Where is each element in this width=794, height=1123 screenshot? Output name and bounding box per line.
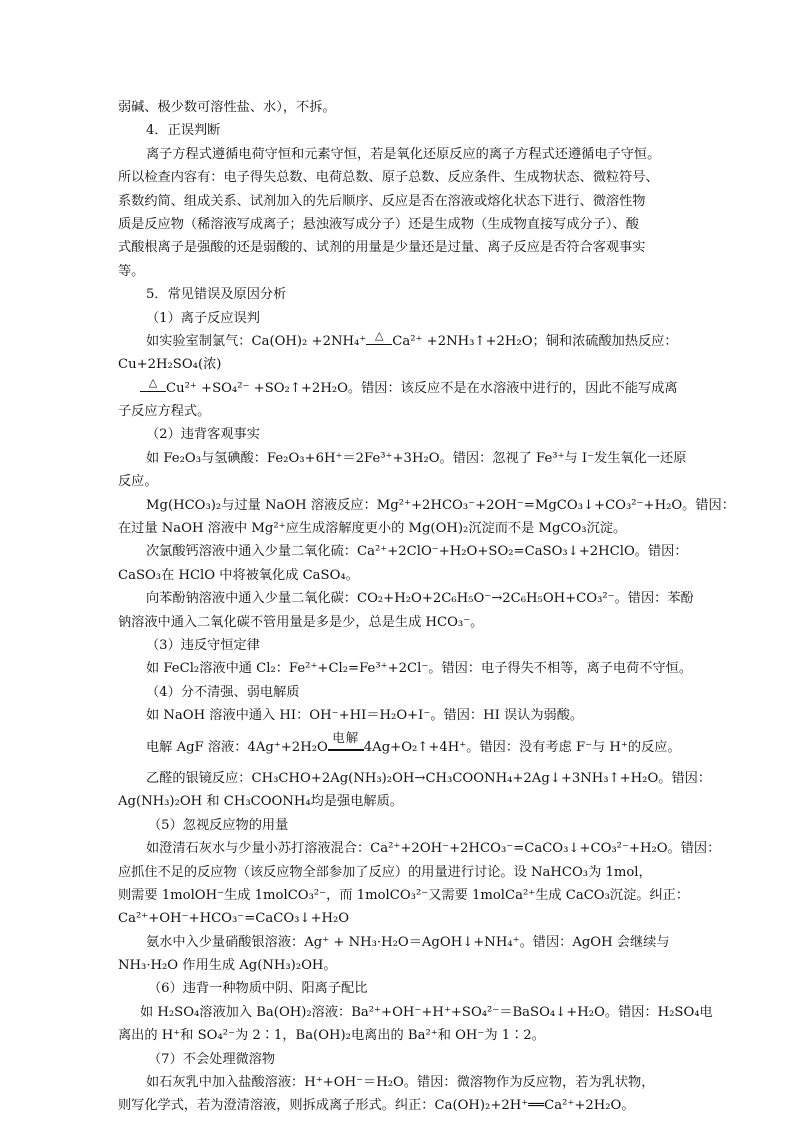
text-line: 如 FeCl₂溶液中通 Cl₂：Fe²⁺+Cl₂=Fe³⁺+2Cl⁻。错因：电子得失不相等，离子电荷不守恒。 bbox=[146, 661, 693, 677]
heat-symbol: △ bbox=[366, 334, 392, 345]
text-line: 等。 bbox=[118, 263, 145, 279]
text-segment: 4Ag+O₂↑+4H⁺。错因：没有考虑 F⁻与 H⁺的反应。 bbox=[363, 739, 681, 755]
text-segment: Ca²⁺ +2NH₃↑+2H₂O；铜和浓硫酸加热反应： bbox=[392, 333, 678, 349]
text-line: 应抓住不足的反应物（该反应物全部参加了反应）的用量进行讨论。设 NaHCO₃为 1mol， bbox=[118, 864, 652, 880]
text-line: 质是反应物（稀溶液写成离子；悬浊液写成分子）还是生成物（生成物直接写成分子）、酸 bbox=[118, 216, 639, 232]
text-line: 在过量 NaOH 溶液中 Mg²⁺应生成溶解度更小的 Mg(OH)₂沉淀而不是 MgCO₃沉淀。 bbox=[118, 521, 627, 537]
text-line: 如石灰乳中加入盐酸溶液：H⁺+OH⁻＝H₂O。错因：微溶物作为反应物，若为乳状物， bbox=[146, 1075, 655, 1091]
equation-line bbox=[118, 330, 686, 353]
subsection-heading: （4）分不清强、弱电解质 bbox=[146, 684, 300, 700]
text-line: 如 Fe₂O₃与氢碘酸：Fe₂O₃+6H⁺＝2Fe³⁺+3H₂O。错因：忽视了 Fe³⁺与 I⁻发生氧化一还原 bbox=[146, 450, 687, 466]
equation-line bbox=[118, 729, 686, 759]
text-line: NH₃·H₂O 作用生成 Ag(NH₃)₂OH。 bbox=[118, 958, 337, 974]
subsection-heading: （3）违反守恒定律 bbox=[146, 637, 260, 653]
subsection-heading: （2）违背客观事实 bbox=[146, 427, 260, 443]
text-line: 弱碱、极少数可溶性盐、水），不拆。 bbox=[118, 100, 336, 115]
text-line: 离出的 H⁺和 SO₄²⁻为 2∶1，Ba(OH)₂电离出的 Ba²⁺和 OH⁻为 1∶2。 bbox=[118, 1028, 545, 1044]
text-line: 如澄清石灰水与少量小苏打溶液混合：Ca²⁺+2OH⁻+2HCO₃⁻=CaCO₃↓+CO₃²⁻+H₂O。错因： bbox=[146, 841, 721, 857]
text-segment: 电解 AgF 溶液：4Ag⁺+2H₂O bbox=[146, 739, 328, 755]
subsection-heading: （5）忽视反应物的用量 bbox=[148, 817, 289, 833]
text-segment: Cu²⁺ +SO₄²⁻ +SO₂↑+2H₂O。错因：该反应不是在水溶液中进行的，因此不能写成离 bbox=[166, 380, 678, 396]
text-line: 次氯酸钙溶液中通入少量二氧化硫：Ca²⁺+2ClO⁻+H₂O+SO₂=CaSO₃↓+2HClO。错因： bbox=[146, 544, 688, 560]
text-line: 如 NaOH 溶液中通入 HI：OH⁻+HI＝H₂O+I⁻。错因：HI 误认为弱酸。 bbox=[146, 708, 584, 724]
text-line: 钠溶液中通入二氧化碳不管用量是多是少，总是生成 HCO₃⁻。 bbox=[118, 614, 484, 630]
document-page bbox=[118, 96, 735, 1118]
text-line: 反应。 bbox=[118, 474, 158, 490]
text-line: 所以检查内容有：电子得失总数、电荷总数、原子总数、反应条件、生成物状态、微粒符号、 bbox=[118, 170, 659, 186]
text-line: 离子方程式遵循电荷守恒和元素守恒，若是氧化还原反应的离子方程式还遵循电子守恒。 bbox=[146, 146, 661, 162]
text-segment: 如实验室制氯气：Ca(OH)₂ +2NH₄⁺ bbox=[146, 333, 367, 349]
text-line: 向苯酚钠溶液中通入少量二氧化碳：CO₂+H₂O+2C₆H₅O⁻→2C₆H₅OH+CO₃²⁻。错因：苯酚 bbox=[146, 591, 694, 607]
heat-symbol: △ bbox=[140, 381, 166, 392]
text-line: 则需要 1molOH⁻生成 1molCO₃²⁻，而 1molCO₃²⁻又需要 1molCa²⁺生成 CaCO₃沉淀。纠正： bbox=[118, 887, 690, 903]
text-line: CaSO₃在 HClO 中将被氧化成 CaSO₄。 bbox=[118, 567, 359, 583]
text-line: Cu+2H₂SO₄(浓) bbox=[118, 357, 222, 373]
text-line: Ag(NH₃)₂OH 和 CH₃COONH₄均是强电解质。 bbox=[118, 794, 403, 810]
text-line: 如 H₂SO₄溶液加入 Ba(OH)₂溶液：Ba²⁺+OH⁻+H⁺+SO₄²⁻＝BaSO₄↓+H₂O。错因：H₂SO₄电 bbox=[140, 1004, 713, 1020]
text-line: 则写化学式，若为澄清溶液，则拆成离子形式。纠正：Ca(OH)₂+2H⁺══Ca²⁺+2H₂O。 bbox=[118, 1098, 635, 1114]
subsection-heading: （6）违背一种物质中阴、阳离子配比 bbox=[148, 981, 368, 997]
text-line: 系数约简、组成关系、试剂加入的先后顺序、反应是否在溶液或熔化状态下进行、微溶性物 bbox=[118, 193, 646, 209]
text-line: 式酸根离子是强酸的还是弱酸的、试剂的用量是少量还是过量、离子反应是否符合客观事实 bbox=[118, 240, 646, 256]
section-heading: 4．正误判断 bbox=[146, 123, 221, 139]
subsection-heading: （7）不会处理微溶物 bbox=[148, 1051, 276, 1067]
subsection-heading: （1）离子反应误判 bbox=[146, 310, 260, 326]
text-line: 氨水中入少量硝酸银溶液：Ag⁺ + NH₃·H₂O＝AgOH↓+NH₄⁺。错因：AgOH 会继续与 bbox=[146, 934, 670, 950]
text-line: Mg(HCO₃)₂与过量 NaOH 溶液反应：Mg²⁺+2HCO₃⁻+2OH⁻=MgCO₃↓+CO₃²⁻+H₂O。错因： bbox=[146, 497, 735, 513]
equation-line bbox=[118, 377, 686, 400]
text-line: 乙醛的银镜反应：CH₃CHO+2Ag(NH₃)₂OH→CH₃COONH₄+2Ag↓+3NH₃↑+H₂O。错因： bbox=[146, 770, 712, 786]
text-line: 子反应方程式。 bbox=[118, 404, 211, 420]
electrolysis-symbol: 电解 bbox=[328, 739, 364, 751]
text-line: Ca²⁺+OH⁻+HCO₃⁻=CaCO₃↓+H₂O bbox=[118, 911, 350, 927]
section-heading: 5．常见错误及原因分析 bbox=[146, 287, 287, 303]
